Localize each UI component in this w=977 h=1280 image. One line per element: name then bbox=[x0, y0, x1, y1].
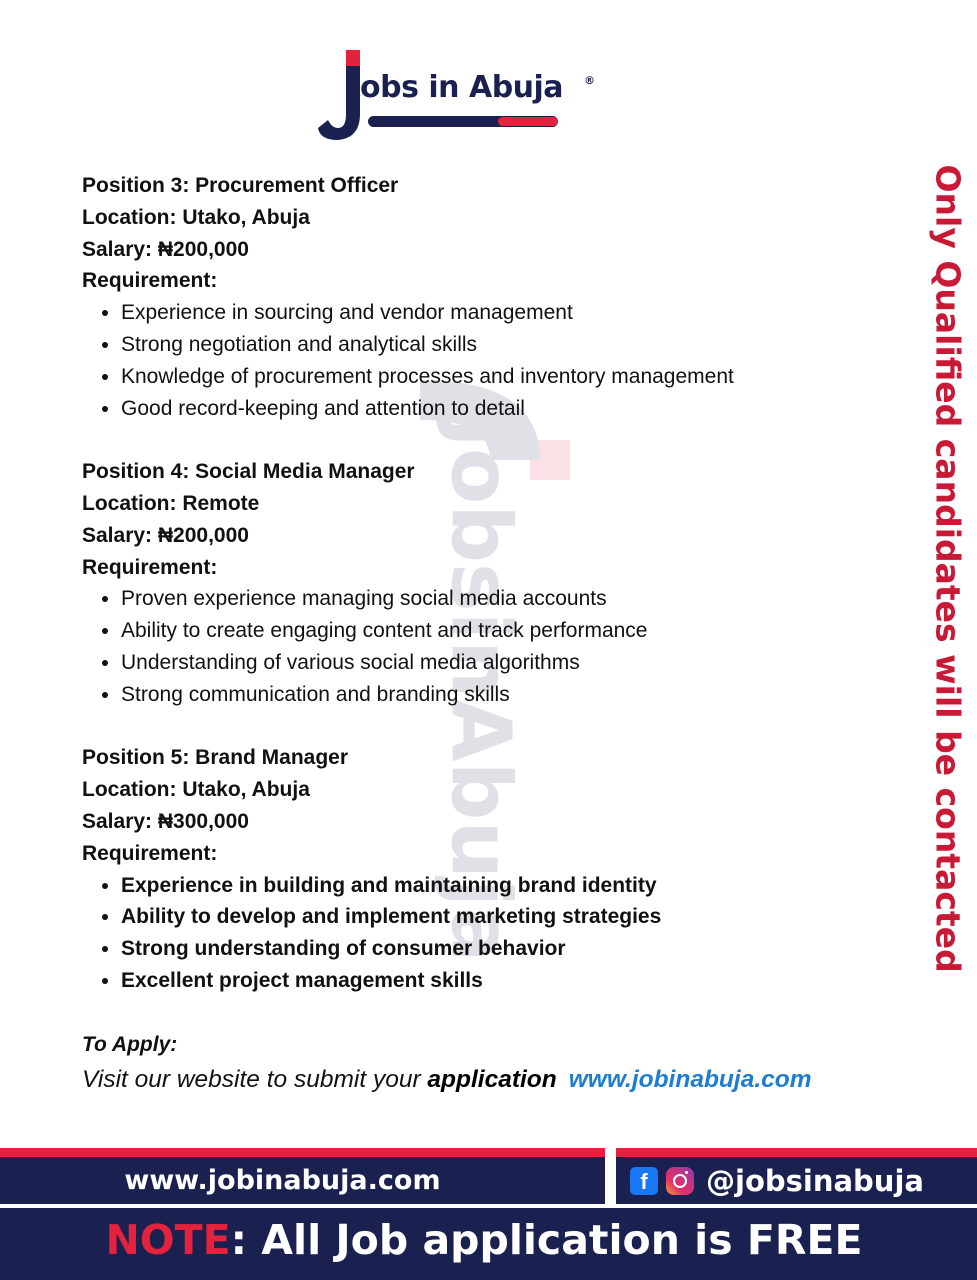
requirement-list bbox=[82, 870, 882, 997]
note-label: NOTE bbox=[105, 1216, 231, 1264]
logo-underline-accent bbox=[498, 117, 558, 126]
requirement-label: Requirement: bbox=[82, 841, 218, 865]
note-message: : All Job application is FREE bbox=[230, 1216, 863, 1264]
note-text bbox=[0, 1208, 968, 1272]
requirement-item: • Experience in sourcing and vendor management bbox=[121, 297, 882, 329]
apply-text: Visit our website to submit your bbox=[82, 1066, 428, 1094]
requirement-item: • Proven experience managing social media accounts bbox=[121, 583, 882, 615]
position-title: Position 4: Social Media Manager bbox=[82, 460, 415, 484]
requirement-list bbox=[82, 297, 882, 424]
position-location: Location: Utako, Abuja bbox=[82, 205, 310, 229]
registered-mark: ® bbox=[584, 74, 595, 87]
requirement-label: Requirement: bbox=[82, 555, 218, 579]
position-salary: Salary: ₦200,000 bbox=[82, 237, 249, 261]
apply-instructions bbox=[82, 1064, 882, 1096]
watermark-text: JobsinAbuja bbox=[432, 417, 528, 963]
position-block bbox=[82, 170, 882, 424]
apply-text-bold: application bbox=[427, 1066, 557, 1094]
logo-text: obs in Abuja bbox=[360, 70, 564, 105]
footer-website[interactable]: www.jobinabuja.com bbox=[124, 1165, 441, 1196]
jobsinabuja-logo bbox=[318, 48, 608, 144]
position-block bbox=[82, 742, 882, 996]
job-listings bbox=[82, 170, 882, 1096]
side-note bbox=[870, 160, 977, 973]
footer bbox=[0, 1146, 977, 1280]
position-salary: Salary: ₦200,000 bbox=[82, 523, 249, 547]
requirement-item: • Excellent project management skills bbox=[121, 965, 882, 997]
requirement-item: • Good record-keeping and attention to detail bbox=[121, 393, 882, 425]
requirement-item: • Strong negotiation and analytical skills bbox=[121, 329, 882, 361]
position-salary: Salary: ₦300,000 bbox=[82, 809, 249, 833]
requirement-item: • Understanding of various social media algorithms bbox=[121, 647, 882, 679]
apply-heading: To Apply: bbox=[82, 1032, 178, 1056]
requirement-list bbox=[82, 583, 882, 710]
side-note-text: Only Qualified candidates will be contacted bbox=[928, 164, 968, 973]
requirement-item: • Strong communication and branding skills bbox=[121, 679, 882, 711]
position-location: Location: Utako, Abuja bbox=[82, 778, 310, 802]
facebook-icon[interactable]: f bbox=[630, 1167, 658, 1195]
requirement-item: • Knowledge of procurement processes and inventory management bbox=[121, 361, 882, 393]
position-location: Location: Remote bbox=[82, 491, 260, 515]
requirement-label: Requirement: bbox=[82, 269, 218, 293]
position-block bbox=[82, 456, 882, 710]
instagram-icon[interactable] bbox=[666, 1167, 694, 1195]
footer-red-stripe bbox=[0, 1148, 605, 1157]
footer-social bbox=[630, 1157, 924, 1204]
requirement-item: • Strong understanding of consumer behavior bbox=[121, 933, 882, 965]
requirement-item: • Ability to create engaging content and track performance bbox=[121, 615, 882, 647]
position-title: Position 3: Procurement Officer bbox=[82, 174, 399, 197]
apply-website-link[interactable]: www.jobinabuja.com bbox=[568, 1066, 812, 1094]
position-title: Position 5: Brand Manager bbox=[82, 746, 349, 770]
requirement-item: • Experience in building and maintaining brand identity bbox=[121, 870, 882, 902]
social-handle[interactable]: @jobsinabuja bbox=[706, 1163, 924, 1198]
requirement-item: • Ability to develop and implement marketing strategies bbox=[121, 901, 882, 933]
footer-red-stripe bbox=[616, 1148, 977, 1157]
